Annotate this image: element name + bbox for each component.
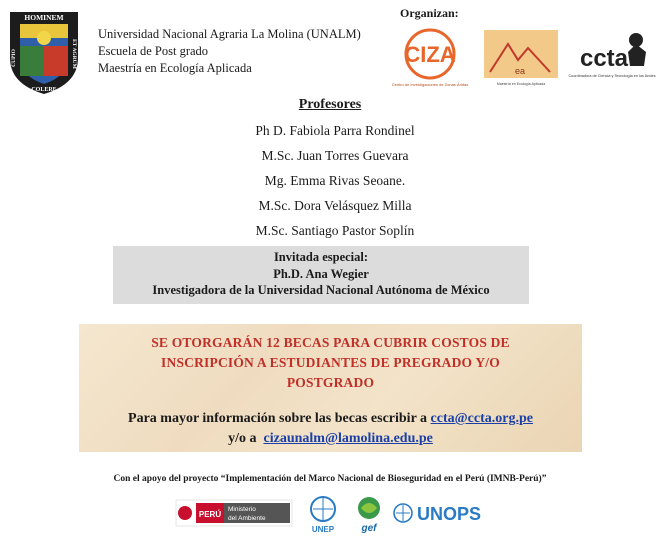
unep-label: UNEP [311,525,335,534]
gef-label: gef [361,523,377,534]
email-link-ccta[interactable]: ccta@ccta.org.pe [430,411,533,426]
institution-line: Universidad Nacional Agraria La Molina (UNALM) [98,27,361,41]
ccta-logo [566,30,658,90]
guest-name: Ph.D. Ana Wegier [273,266,369,281]
special-guest-box [113,246,529,304]
institution-line: Escuela de Post grado [98,44,209,58]
institution-line: Maestría en Ecología Aplicada [98,61,252,75]
institution-block [98,26,361,77]
scholarship-box [79,324,582,452]
scholarship-line: INSCRIPCIÓN A ESTUDIANTES DE PREGRADO Y/O [161,355,500,370]
seal-bottom-text: COLERE [31,87,57,93]
unep-logo [305,494,341,534]
support-statement: Con el apoyo del proyecto “Implementación del Marco Nacional de Bioseguridad en el Perú (IMNB-Perú)” [113,474,547,484]
unops-logo [393,500,485,526]
scholarship-contact [79,409,582,449]
ministry-line: Ministerio [228,506,256,513]
cizag-letters: CIZA [404,42,456,67]
scholarship-announcement [79,333,582,393]
professor-name: M.Sc. Dora Velásquez Milla [258,198,412,213]
seal-top-text: HOMINEM [24,13,64,22]
organizers-label: Organizan: [400,6,459,20]
cizag-logo [391,24,469,96]
ea-letters: ea [514,66,526,76]
peru-ministry-logo [176,500,292,526]
professors-list [0,120,660,245]
professor-name: Ph D. Fabiola Parra Rondinel [255,123,415,138]
professor-name: M.Sc. Santiago Pastor Soplín [255,223,415,238]
gef-logo [353,494,385,534]
seal-left-text: CUPIO [11,49,17,67]
ccta-letters: ccta [579,45,629,72]
guest-affiliation: Investigadora de la Universidad Nacional Autónoma de México [152,283,490,297]
professors-heading: Profesores [298,97,362,112]
cizag-caption: Centro de Investigaciones de Zonas Áridas [391,82,469,87]
ea-caption: Maestría en Ecología Aplicada [496,82,546,86]
peru-label: PERÚ [198,510,222,519]
contact-prefix: Para mayor información sobre las becas escribir a [128,411,428,426]
ccta-caption: Coordinadora de Ciencia y Tecnología en los Andes [568,74,656,78]
ministry-line: del Ambiente [228,515,266,522]
guest-label: Invitada especial: [273,250,369,264]
unalm-seal [6,8,82,96]
professor-name: M.Sc. Juan Torres Guevara [261,148,409,163]
professor-name: Mg. Emma Rivas Seoane. [264,173,406,188]
scholarship-line: POSTGRADO [286,375,375,390]
email-link-ciza[interactable]: cizaunalm@lamolina.edu.pe [263,431,433,446]
unops-label: UNOPS [417,504,482,524]
scholarship-line: SE OTORGARÁN 12 BECAS PARA CUBRIR COSTOS DE [151,335,510,350]
ea-logo [484,30,558,88]
seal-right-text: ET AGRUM [71,39,77,69]
contact-connector: y/o a [228,431,257,446]
